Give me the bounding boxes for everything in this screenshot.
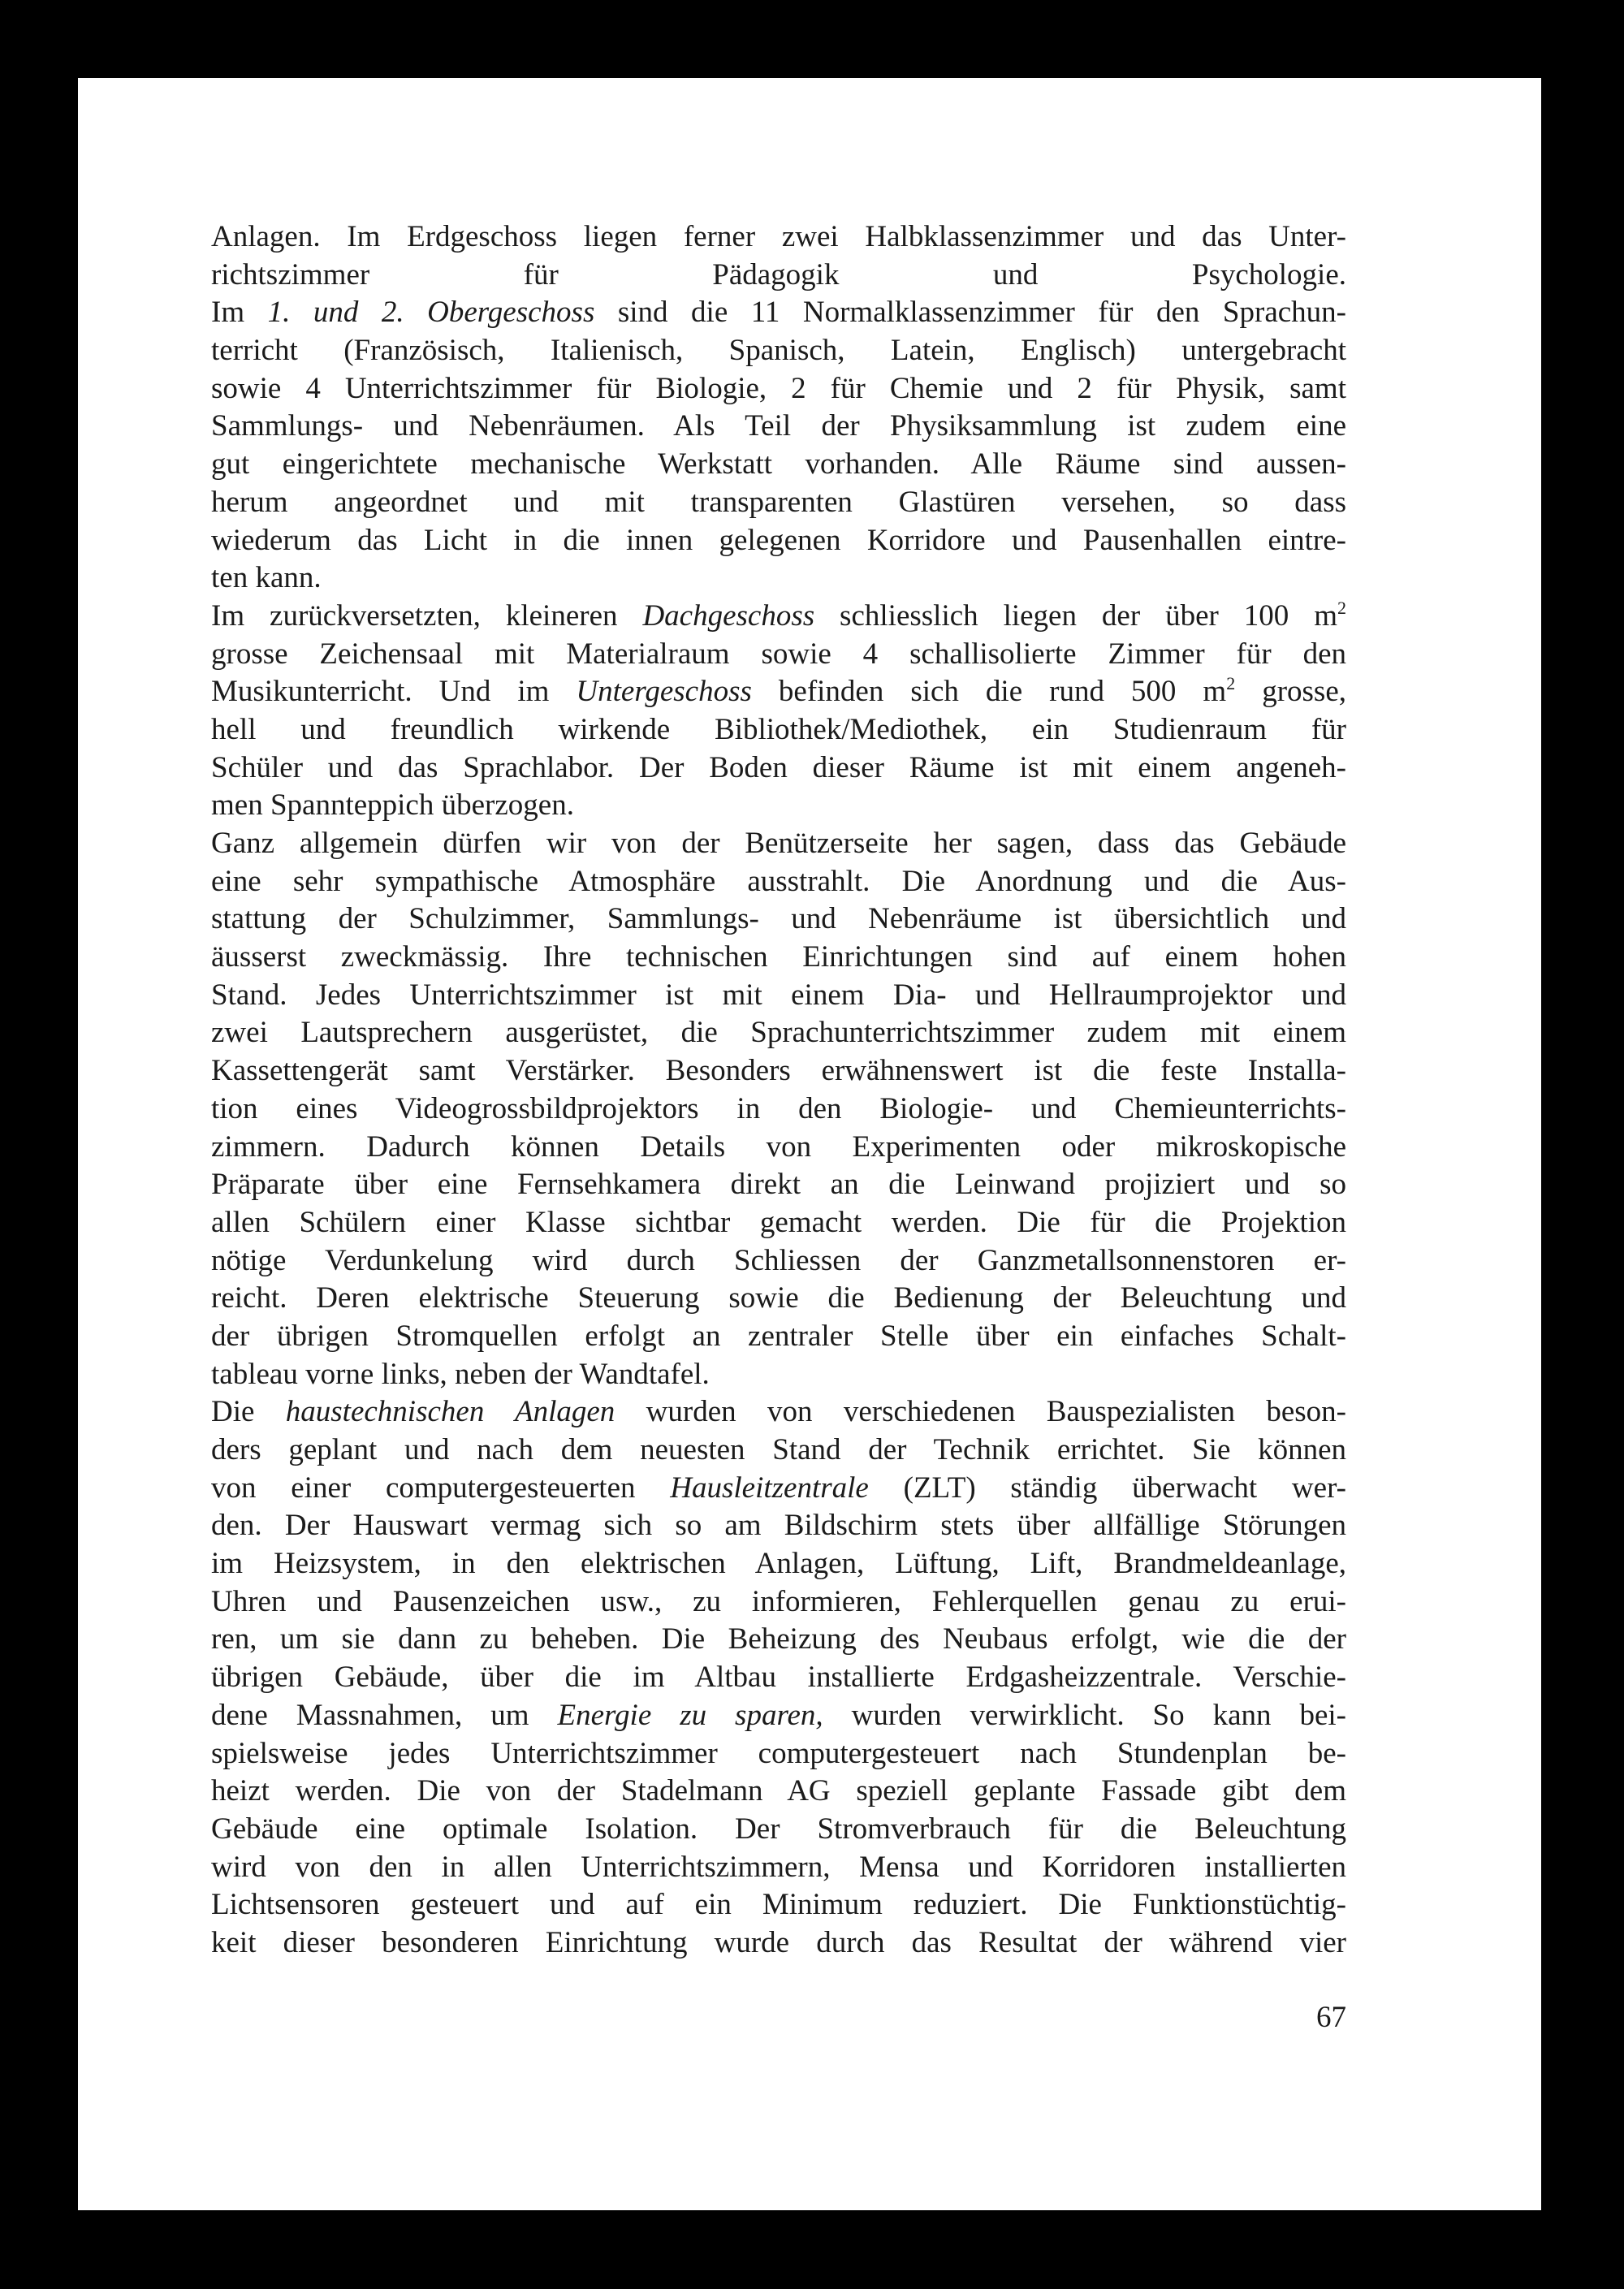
text-line	[211, 332, 1346, 370]
text-line	[211, 1280, 1346, 1318]
text-segment: Gebäude eine optimale Isolation. Der Stromverbrauch für die Beleuchtung	[211, 1812, 1346, 1846]
text-segment: Präparate über eine Fernsehkamera direkt an die Leinwand projiziert und so	[211, 1168, 1346, 1202]
text-segment: zwei Lautsprechern ausgerüstet, die Sprachunterrichtszimmer zudem mit einem	[211, 1016, 1346, 1050]
text-line	[211, 598, 1346, 636]
text-segment: nötige Verdunkelung wird durch Schliessen der Ganzmetallsonnenstoren er-	[211, 1243, 1346, 1277]
text-segment: Sammlungs- und Nebenräumen. Als Teil der Physiksammlung ist zudem eine	[211, 409, 1346, 443]
body-text	[211, 218, 1346, 1963]
italic-text: haustechnischen Anlagen	[285, 1395, 615, 1429]
text-line	[211, 408, 1346, 446]
text-line	[211, 825, 1346, 863]
text-line	[211, 294, 1346, 332]
text-segment: der übrigen Stromquellen erfolgt an zentraler Stelle über ein einfaches Schalt-	[211, 1319, 1346, 1353]
text-segment: (ZLT) ständig überwacht wer-	[868, 1471, 1346, 1505]
text-line	[211, 1849, 1346, 1887]
text-segment: allen Schülern einer Klasse sichtbar gemacht werden. Die für die Projektion	[211, 1205, 1346, 1239]
text-segment: im Heizsystem, in den elektrischen Anlagen, Lüftung, Lift, Brandmeldeanlage,	[211, 1547, 1346, 1581]
text-line	[211, 1318, 1346, 1356]
text-line	[211, 1242, 1346, 1281]
text-segment: wiederum das Licht in die innen gelegenen Korridore und Pausenhallen eintre-	[211, 523, 1346, 557]
superscript-text: 2	[1226, 673, 1236, 694]
text-segment: tion eines Videogrossbildprojektors in den Biologie- und Chemieunterrichts-	[211, 1091, 1346, 1125]
italic-text: Hausleitzentrale	[670, 1471, 869, 1505]
text-line	[211, 1204, 1346, 1242]
text-segment: grosse,	[1235, 675, 1346, 709]
text-line	[211, 1545, 1346, 1583]
text-line	[211, 711, 1346, 749]
page-number: 67	[1316, 2001, 1346, 2034]
italic-text: Untergeschoss	[576, 675, 752, 709]
text-segment: zimmern. Dadurch können Details von Experimenten oder mikroskopische	[211, 1129, 1346, 1164]
text-line	[211, 1811, 1346, 1849]
text-segment: Kassettengerät samt Verstärker. Besonders erwähnenswert ist die feste Installa-	[211, 1054, 1346, 1088]
text-segment: hell und freundlich wirkende Bibliothek/Mediothek, ein Studienraum für	[211, 712, 1346, 746]
text-segment: stattung der Schulzimmer, Sammlungs- und Nebenräume ist übersichtlich und	[211, 902, 1346, 936]
text-line	[211, 977, 1346, 1015]
text-segment: richtszimmer für Pädagogik und Psychologie.	[211, 257, 1346, 292]
text-segment: keit dieser besonderen Einrichtung wurde durch das Resultat der während vier	[211, 1925, 1346, 1959]
text-segment: eine sehr sympathische Atmosphäre ausstrahlt. Die Anordnung und die Aus-	[211, 864, 1346, 898]
text-line	[211, 749, 1346, 788]
text-segment: ders geplant und nach dem neuesten Stand der Technik errichtet. Sie können	[211, 1433, 1346, 1466]
text-line	[211, 1014, 1346, 1052]
text-segment: Ganz allgemein dürfen wir von der Benützerseite her sagen, dass das Gebäude	[211, 827, 1346, 860]
text-line	[211, 900, 1346, 939]
text-line	[211, 1924, 1346, 1963]
text-line	[211, 939, 1346, 977]
superscript-text: 2	[1337, 597, 1346, 618]
text-line	[211, 863, 1346, 901]
text-segment: dene Massnahmen, um	[211, 1698, 558, 1732]
text-segment: Im	[211, 296, 268, 330]
text-line	[211, 370, 1346, 408]
text-line	[211, 1432, 1346, 1470]
text-segment: men Spannteppich überzogen.	[211, 788, 574, 823]
italic-text: 1. und 2. Obergeschoss	[267, 296, 595, 330]
text-line	[211, 1659, 1346, 1697]
text-line	[211, 484, 1346, 522]
text-line	[211, 257, 1346, 295]
text-line	[211, 636, 1346, 674]
text-line	[211, 1886, 1346, 1924]
text-line	[211, 446, 1346, 484]
text-line	[211, 1583, 1346, 1622]
text-line	[211, 1052, 1346, 1091]
text-segment: terricht (Französisch, Italienisch, Spanisch, Latein, Englisch) untergebracht	[211, 334, 1346, 368]
text-segment: befinden sich die rund 500 m	[751, 675, 1227, 709]
text-segment: Lichtsensoren gesteuert und auf ein Minimum reduziert. Die Funktionstüchtig-	[211, 1888, 1346, 1922]
text-segment: reicht. Deren elektrische Steuerung sowie die Bedienung der Beleuchtung und	[211, 1281, 1346, 1315]
text-segment: Musikunterricht. Und im	[211, 675, 577, 709]
text-line	[211, 1470, 1346, 1508]
text-segment: Im zurückversetzten, kleineren	[211, 598, 643, 633]
text-segment: sowie 4 Unterrichtszimmer für Biologie, 2 für Chemie und 2 für Physik, samt	[211, 371, 1346, 405]
text-segment: wurden von verschiedenen Bauspezialisten beson-	[615, 1395, 1346, 1429]
text-line	[211, 1621, 1346, 1659]
text-segment: tableau vorne links, neben der Wandtafel.	[211, 1357, 710, 1391]
text-line	[211, 1129, 1346, 1167]
text-line	[211, 559, 1346, 598]
text-segment: Uhren und Pausenzeichen usw., zu informieren, Fehlerquellen genau zu erui-	[211, 1584, 1346, 1618]
text-line	[211, 787, 1346, 825]
text-line	[211, 1356, 1346, 1394]
text-segment: sind die 11 Normalklassenzimmer für den Sprachun-	[594, 296, 1346, 330]
document-page	[78, 78, 1541, 2210]
text-segment: heizt werden. Die von der Stadelmann AG speziell geplante Fassade gibt dem	[211, 1774, 1346, 1808]
text-line	[211, 1166, 1346, 1204]
text-segment: ten kann.	[211, 561, 322, 595]
text-line	[211, 218, 1346, 257]
text-line	[211, 1773, 1346, 1811]
text-segment: gut eingerichtete mechanische Werkstatt vorhanden. Alle Räume sind aussen-	[211, 447, 1346, 482]
text-line	[211, 1735, 1346, 1773]
text-segment: übrigen Gebäude, über die im Altbau installierte Erdgasheizzentrale. Verschie-	[211, 1661, 1346, 1695]
text-segment: grosse Zeichensaal mit Materialraum sowie 4 schallisolierte Zimmer für den	[211, 637, 1346, 671]
text-line	[211, 1507, 1346, 1545]
text-segment: wird von den in allen Unterrichtszimmern, Mensa und Korridoren installierten	[211, 1850, 1346, 1884]
italic-text: Dachgeschoss	[642, 598, 815, 633]
text-segment: Die	[211, 1395, 286, 1429]
text-line	[211, 1697, 1346, 1735]
text-line	[211, 1091, 1346, 1129]
text-segment: Anlagen. Im Erdgeschoss liegen ferner zwei Halbklassenzimmer und das Unter-	[211, 220, 1346, 253]
text-line	[211, 1393, 1346, 1432]
text-line	[211, 673, 1346, 711]
text-segment: von einer computergesteuerten	[211, 1471, 671, 1505]
italic-text: Energie zu sparen,	[557, 1698, 823, 1732]
text-segment: spielsweise jedes Unterrichtszimmer computergesteuert nach Stundenplan be-	[211, 1736, 1346, 1770]
text-segment: schliesslich liegen der über 100 m	[814, 598, 1337, 633]
text-segment: herum angeordnet und mit transparenten Glastüren versehen, so dass	[211, 485, 1346, 519]
text-segment: äusserst zweckmässig. Ihre technischen Einrichtungen sind auf einem hohen	[211, 940, 1346, 974]
text-line	[211, 522, 1346, 560]
text-segment: Schüler und das Sprachlabor. Der Boden dieser Räume ist mit einem angeneh-	[211, 750, 1346, 784]
text-segment: den. Der Hauswart vermag sich so am Bildschirm stets über allfällige Störungen	[211, 1509, 1346, 1543]
text-segment: ren, um sie dann zu beheben. Die Beheizung des Neubaus erfolgt, wie die der	[211, 1622, 1346, 1656]
text-segment: Stand. Jedes Unterrichtszimmer ist mit einem Dia- und Hellraumprojektor und	[211, 978, 1346, 1012]
text-segment: wurden verwirklicht. So kann bei-	[823, 1698, 1346, 1732]
